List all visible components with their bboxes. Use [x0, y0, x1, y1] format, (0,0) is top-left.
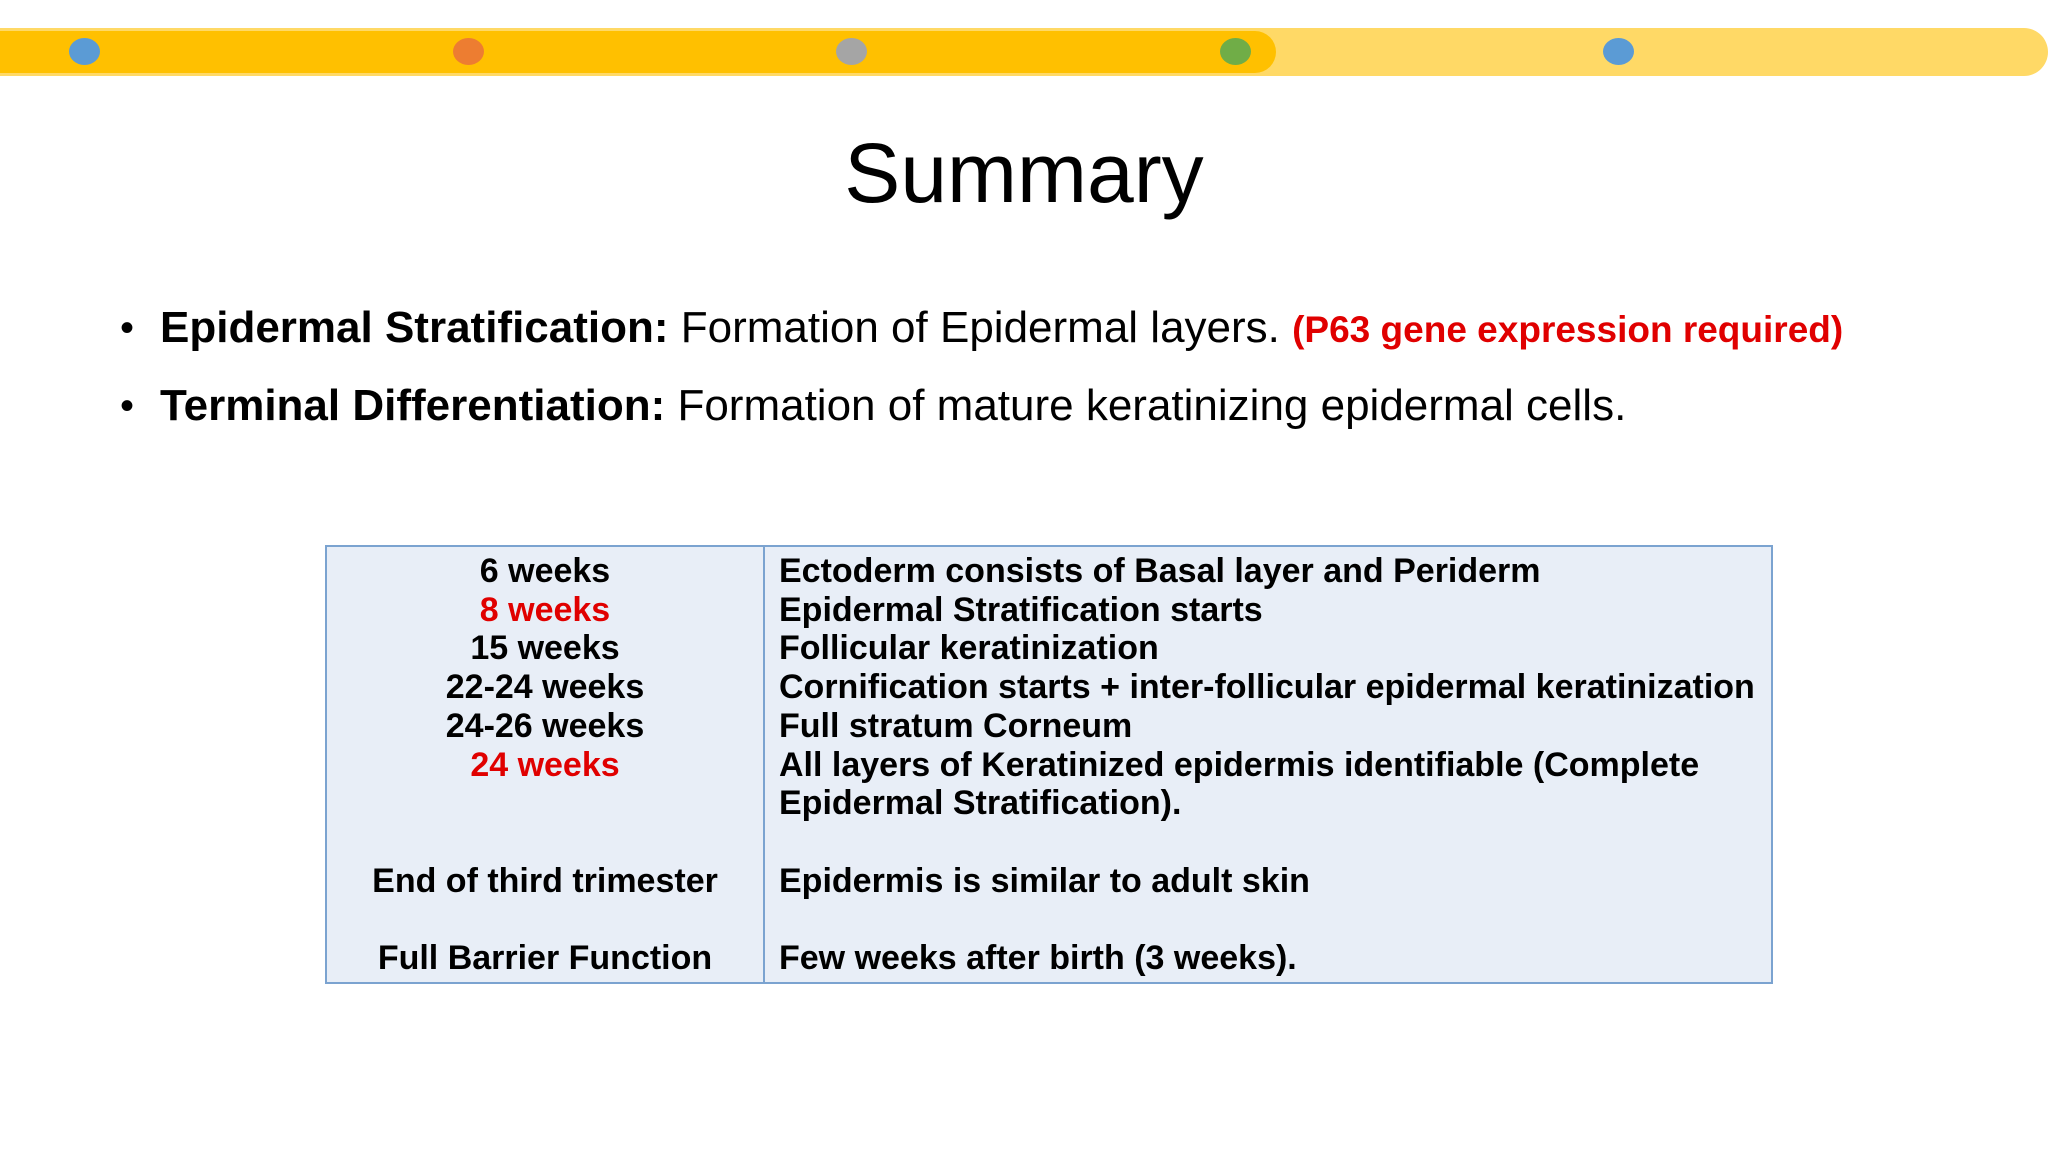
timeline-event: Epidermis is similar to adult skin [779, 861, 1310, 900]
timeline-event: Epidermal Stratification starts [779, 590, 1263, 629]
bullet-term: Terminal Differentiation: [160, 381, 666, 430]
bullet-note: (P63 gene expression required) [1292, 309, 1844, 350]
timeline-event: Epidermal Stratification). [779, 784, 1182, 823]
timeline-table [325, 545, 1773, 984]
timeline-event-column [765, 547, 1771, 982]
spacer [327, 784, 763, 823]
bullet-text: Formation of Epidermal layers. [668, 303, 1293, 352]
timeline-event: Follicular keratinization [779, 629, 1159, 668]
timeline-time: 24 weeks [470, 745, 620, 784]
blue-dot-icon [69, 38, 100, 65]
slide-title: Summary [844, 126, 1204, 220]
spacer [779, 823, 1771, 862]
bullet-dot-icon: • [120, 384, 135, 428]
spacer [327, 823, 763, 862]
timeline-time: 24-26 weeks [445, 706, 645, 745]
timeline-event: Few weeks after birth (3 weeks). [779, 939, 1297, 977]
timeline-event: All layers of Keratinized epidermis identifiable (Complete [779, 745, 1700, 784]
bullet-list [120, 290, 2000, 444]
bullet-text: Formation of mature keratinizing epidermal cells. [665, 381, 1627, 430]
timeline-time: 6 weeks [479, 552, 611, 590]
timeline-time: End of third trimester [372, 861, 718, 900]
green-dot-icon [1220, 38, 1251, 65]
timeline-time: 8 weeks [479, 590, 611, 629]
timeline-time-column [327, 547, 765, 982]
bullet-dot-icon: • [120, 306, 135, 350]
band-dark-stripe [0, 31, 1276, 73]
gray-dot-icon [836, 38, 867, 65]
timeline-time: Full Barrier Function [377, 938, 713, 977]
bullet-item [120, 368, 2000, 444]
timeline-event: Ectoderm consists of Basal layer and Periderm [779, 552, 1541, 590]
timeline-event: Cornification starts + inter-follicular epidermal keratinization [779, 668, 1755, 707]
decorative-top-band [0, 0, 2048, 80]
timeline-time: 15 weeks [470, 629, 620, 668]
spacer [327, 900, 763, 939]
timeline-event: Full stratum Corneum [779, 706, 1133, 745]
bullet-item [120, 290, 2000, 368]
blue-dot-icon [1603, 38, 1634, 65]
timeline-time: 22-24 weeks [445, 668, 645, 707]
bullet-term: Epidermal Stratification: [160, 303, 669, 352]
spacer [779, 900, 1771, 939]
orange-dot-icon [453, 38, 484, 65]
